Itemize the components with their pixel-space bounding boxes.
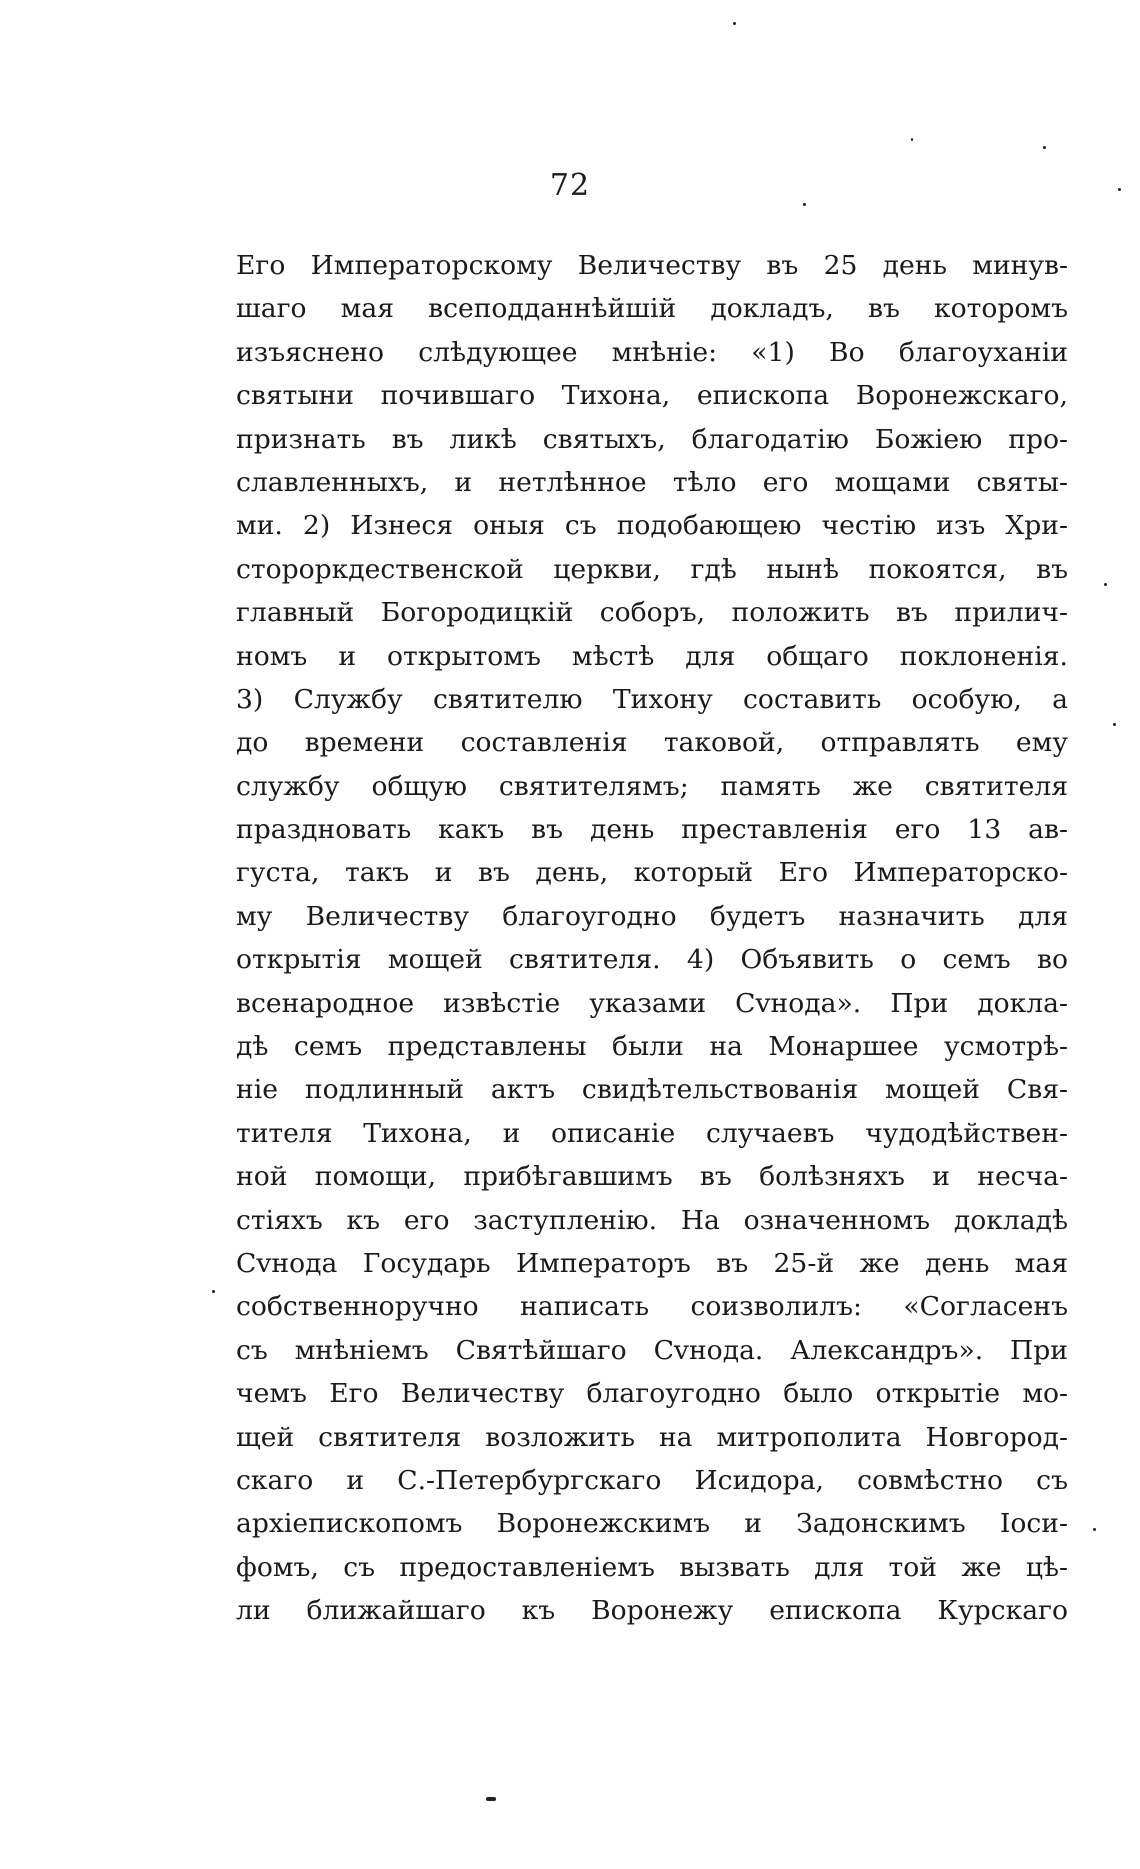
- text-line: изъяснено слѣдующее мнѣніе: «1) Во благоуханіи: [236, 336, 1068, 368]
- text-line: службу общую святителямъ; память же святителя: [236, 770, 1068, 802]
- text-line: стороркдественской церкви, гдѣ нынѣ покоятся, въ: [236, 553, 1068, 585]
- text-line: ли ближайшаго къ Воронежу епископа Курскаго: [236, 1595, 1068, 1627]
- text-line: фомъ, съ предоставленіемъ вызвать для той же цѣ-: [236, 1551, 1068, 1583]
- body-text: [236, 244, 1068, 1633]
- text-line: стіяхъ къ его заступленію. На означенномъ докладѣ: [236, 1204, 1068, 1236]
- text-line: до времени составленія таковой, отправлять ему: [236, 727, 1068, 759]
- text-line: дѣ семъ представлены были на Монаршее усмотрѣ-: [236, 1031, 1068, 1063]
- text-line: тителя Тихона, и описаніе случаевъ чудодѣйствен-: [236, 1117, 1068, 1149]
- text-line: чемъ Его Величеству благоугодно было открытіе мо-: [236, 1378, 1068, 1410]
- text-line: скаго и С.-Петербургскаго Исидора, совмѣстно съ: [236, 1464, 1068, 1496]
- text-line: архіепископомъ Воронежскимъ и Задонскимъ Іоси-: [236, 1508, 1068, 1540]
- text-line: главный Богородицкій соборъ, положить въ прилич-: [236, 597, 1068, 629]
- text-line: му Величеству благоугодно будетъ назначить для: [236, 900, 1068, 932]
- text-line: праздновать какъ въ день преставленія его 13 ав-: [236, 814, 1068, 846]
- text-line: шаго мая всеподданнѣйшій докладъ, въ которомъ: [236, 293, 1068, 325]
- text-line: номъ и открытомъ мѣстѣ для общаго поклоненія.: [236, 640, 1068, 672]
- text-line: ніе подлинный актъ свидѣтельствованія мощей Свя-: [236, 1074, 1068, 1106]
- page-number: 72: [549, 168, 591, 203]
- text-line: Его Императорскому Величеству въ 25 день минув-: [236, 250, 1068, 281]
- text-line: признать въ ликѣ святыхъ, благодатію Божіею про-: [236, 423, 1068, 455]
- text-line: открытія мощей святителя. 4) Объявить о семъ во: [236, 944, 1068, 976]
- text-line: густа, такъ и въ день, который Его Императорско-: [236, 857, 1068, 889]
- text-line: 3) Службу святителю Тихону составить особую, а: [236, 683, 1068, 715]
- text-line: всенародное извѣстіе указами Сvнода». При докла-: [236, 987, 1068, 1019]
- text-line: собственноручно написать соизволилъ: «Согласенъ: [236, 1291, 1068, 1323]
- text-line: славленныхъ, и нетлѣнное тѣло его мощами святы-: [236, 466, 1068, 498]
- text-line: съ мнѣніемъ Святѣйшаго Сvнода. Александръ». При: [236, 1334, 1068, 1366]
- text-line: святыни почившаго Тихона, епископа Воронежскаго,: [236, 380, 1068, 412]
- text-line: щей святителя возложить на митрополита Новгород-: [236, 1421, 1068, 1453]
- text-line: Сvнода Государь Императоръ въ 25-й же день мая: [236, 1247, 1068, 1279]
- footer-mark: [486, 1797, 496, 1801]
- text-line: ной помощи, прибѣгавшимъ въ болѣзняхъ и несча-: [236, 1161, 1068, 1193]
- text-line: ми. 2) Изнеся оныя съ подобающею честію изъ Хри-: [236, 510, 1068, 542]
